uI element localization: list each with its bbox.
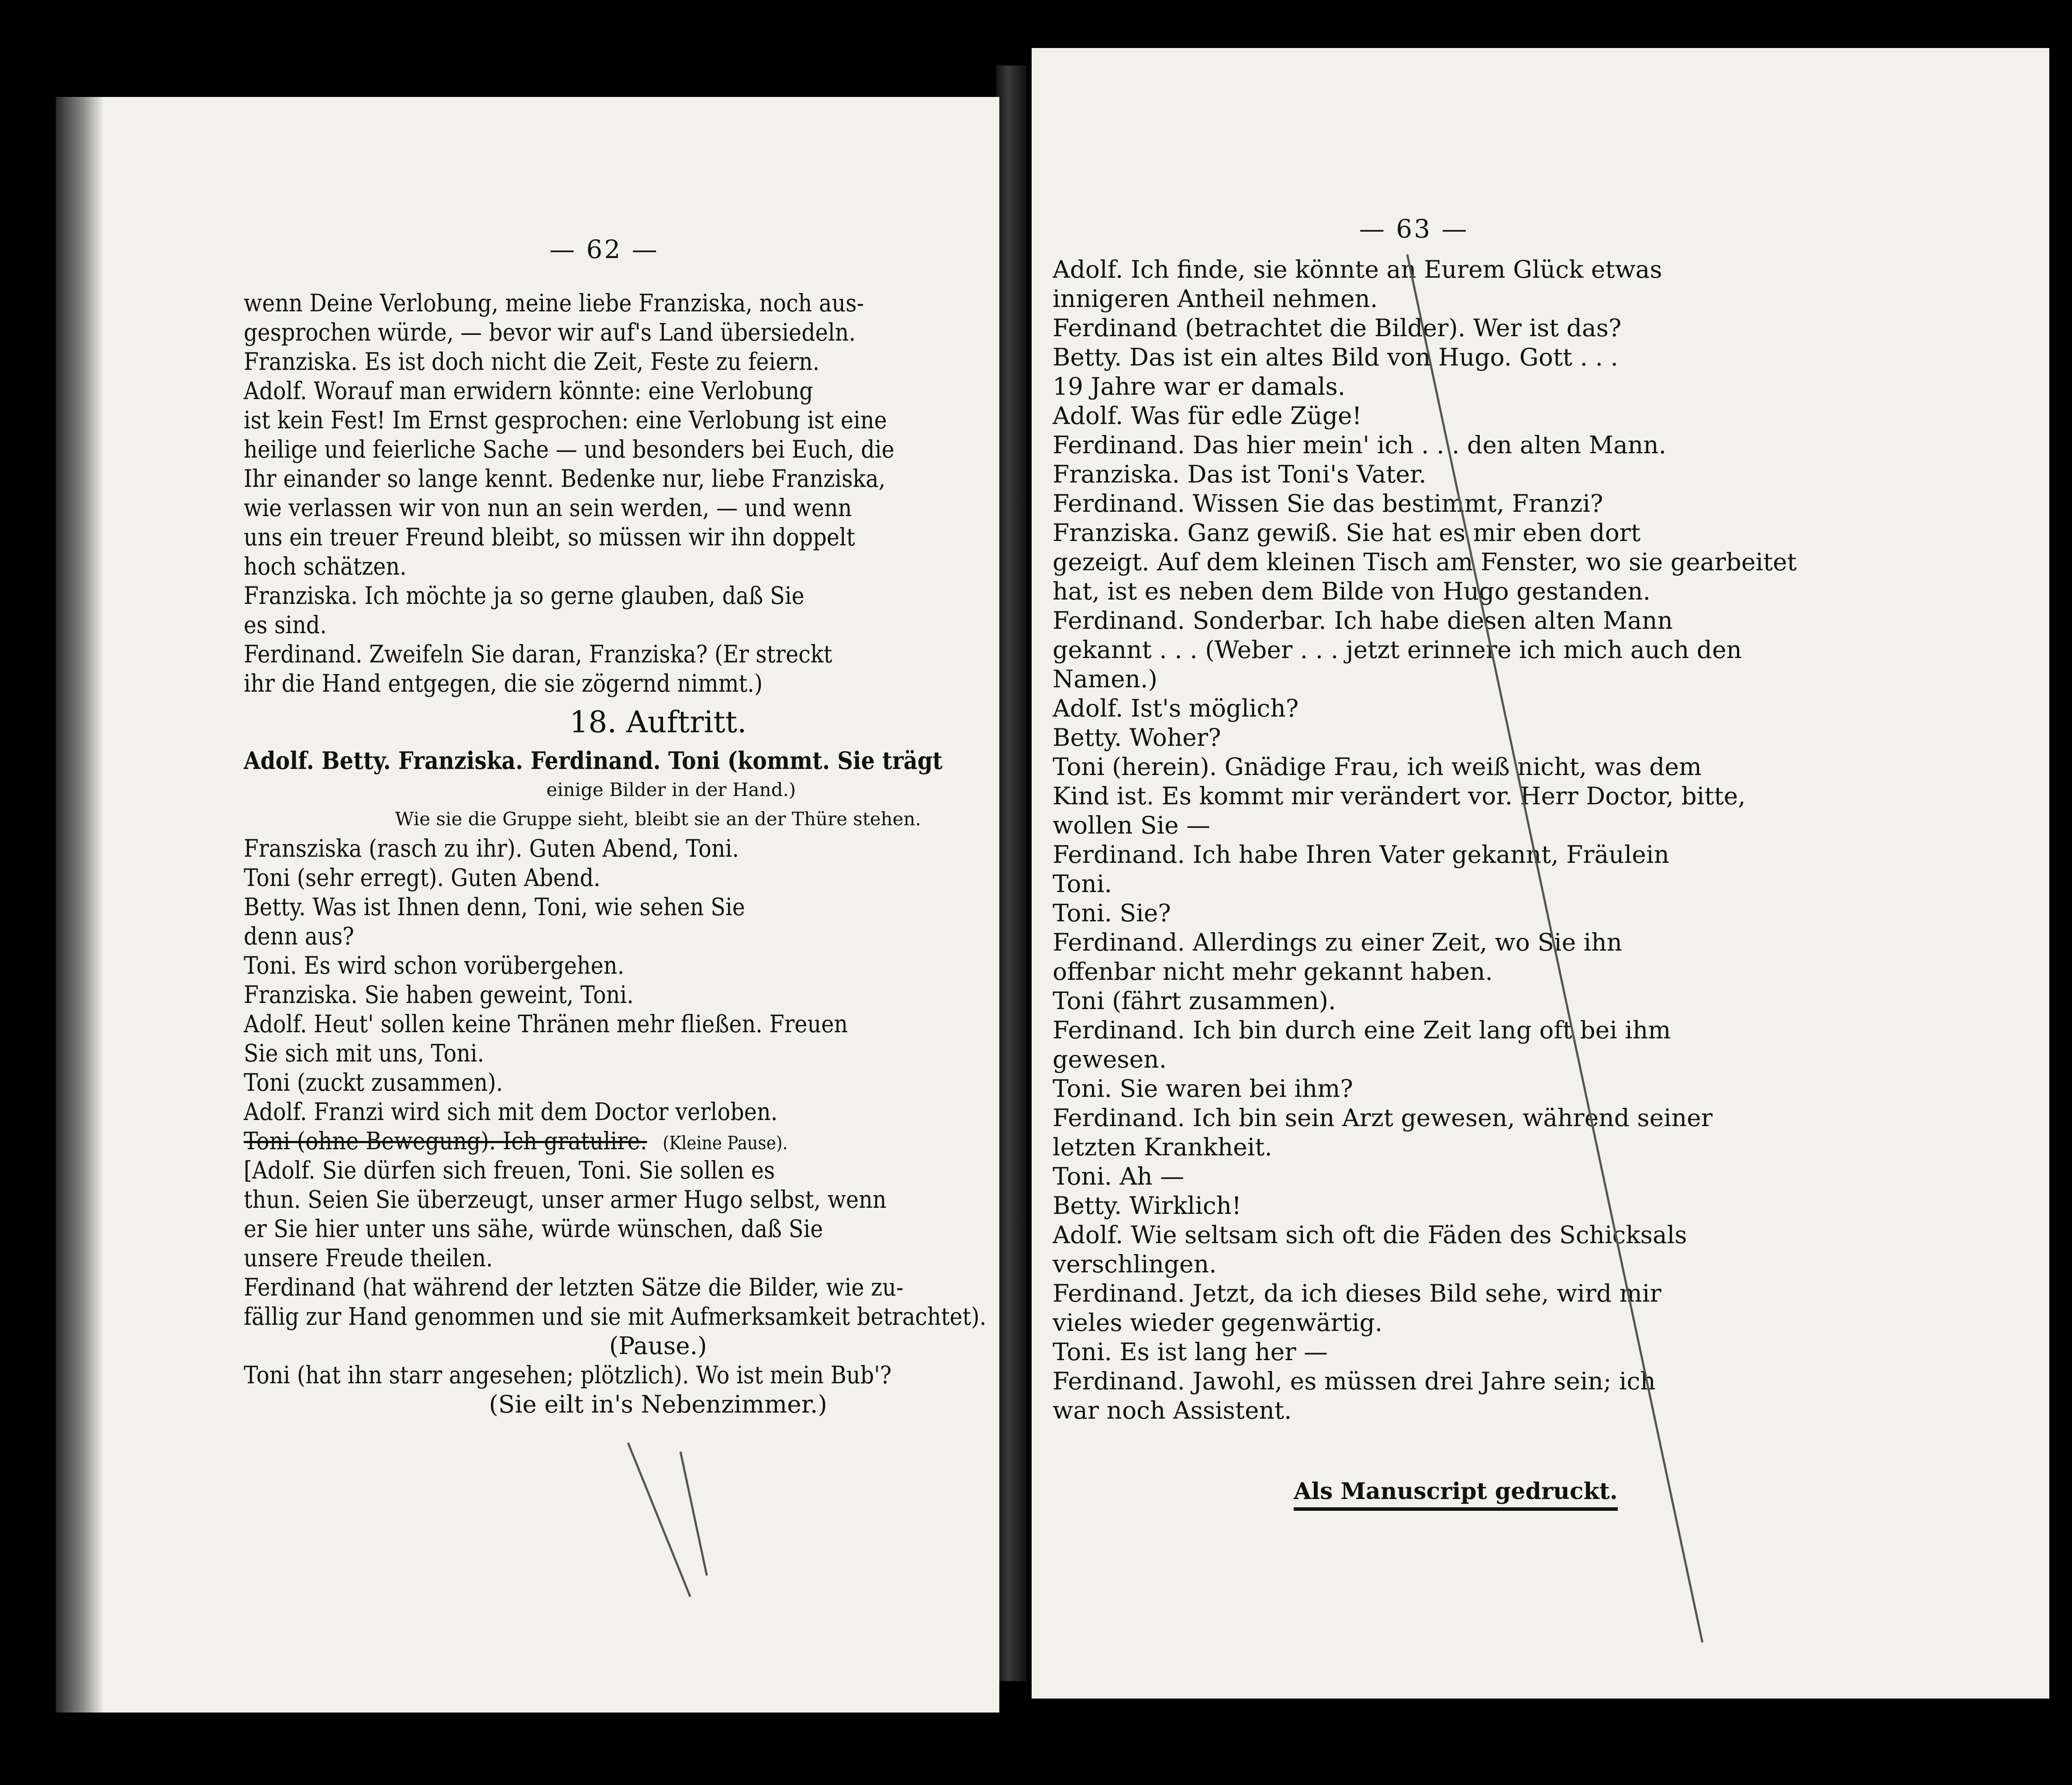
text-line-content: Betty. Woher? [1053, 724, 1221, 751]
text-line [244, 318, 986, 348]
text-line-content: Ferdinand. Ich bin durch eine Zeit lang oft bei ihm [1053, 1016, 1671, 1044]
text-line-content: Kind ist. Es kommt mir verändert vor. Herr Doctor, bitte, [1053, 782, 1746, 810]
left-page-text [244, 289, 999, 1420]
text-line-content: Toni. [1053, 870, 1112, 898]
right-page [1032, 48, 2049, 1699]
text-line-content: Ferdinand. Ich bin sein Arzt gewesen, während seiner [1053, 1104, 1713, 1132]
text-line-content: Toni (herein). Gnädige Frau, ich weiß nicht, was dem [1053, 753, 1702, 781]
text-line [1053, 870, 1797, 899]
right-page-text [1053, 255, 1797, 1426]
text-line [244, 981, 986, 1010]
pencil-mark [627, 1443, 691, 1597]
text-line [244, 1303, 986, 1332]
right-lines [1053, 255, 1797, 1426]
cast-line-continued: einige Bilder in der Hand.) [546, 779, 796, 800]
text-line [1053, 489, 1797, 519]
text-line [244, 1156, 986, 1185]
text-line [1053, 577, 1797, 606]
page-number: — 63 — [1359, 214, 1469, 244]
text-line [244, 1185, 986, 1215]
text-line [244, 1244, 986, 1273]
text-line-content: offenbar nicht mehr gekannt haben. [1053, 958, 1493, 986]
text-line-content: Adolf. Wie seltsam sich oft die Fäden des Schicksals [1053, 1221, 1687, 1249]
text-line [1053, 811, 1797, 841]
text-line-content: gezeigt. Auf dem kleinen Tisch am Fenster, wo sie gearbeitet [1053, 548, 1797, 576]
scene-heading: 18. Auftritt. [569, 705, 747, 740]
text-line-content: Toni. Sie? [1053, 899, 1171, 927]
left-lines [244, 289, 999, 699]
text-line [1053, 753, 1797, 782]
text-line [244, 1361, 986, 1390]
text-line [244, 406, 986, 435]
text-line [244, 834, 986, 864]
text-line-content: Sie sich mit uns, Toni. [244, 1039, 484, 1067]
text-line [244, 289, 986, 318]
text-line-content: Adolf. Ist's möglich? [1053, 694, 1299, 722]
text-line-content: Toni (hat ihn starr angesehen; plötzlich). Wo ist mein Bub'? [244, 1361, 892, 1389]
text-line-content: Franziska. Ganz gewiß. Sie hat es mir eben dort [1053, 519, 1641, 547]
text-line-content: es sind. [244, 611, 327, 639]
text-line-content: Ferdinand. Das hier mein' ich . . . den alten Mann. [1053, 431, 1667, 459]
text-line [1053, 724, 1797, 753]
page-edge-shadow [56, 97, 104, 1713]
cast-line: Adolf. Betty. Franziska. Ferdinand. Toni (kommt. Sie trägt [244, 746, 943, 775]
text-line-content: wenn Deine Verlobung, meine liebe Franziska, noch aus- [244, 289, 864, 317]
text-line [1053, 1338, 1797, 1367]
text-line-content: verschlingen. [1053, 1250, 1217, 1278]
text-line [1053, 928, 1797, 958]
text-line [244, 523, 986, 552]
text-line-content: Ferdinand. Wissen Sie das bestimmt, Franzi? [1053, 489, 1603, 517]
text-line [1053, 1367, 1797, 1396]
text-line-content: Fransziska (rasch zu ihr). Guten Abend, Toni. [244, 834, 739, 862]
text-line-content: Adolf. Heut' sollen keine Thränen mehr fließen. Freuen [244, 1010, 848, 1038]
page-number: — 62 — [549, 234, 659, 264]
text-line [1053, 1045, 1797, 1075]
text-line [1053, 694, 1797, 724]
text-line [1053, 343, 1797, 372]
text-line-content: Toni. Ah — [1053, 1162, 1184, 1190]
text-line [1053, 1396, 1797, 1426]
text-line [244, 552, 986, 582]
text-line [1053, 460, 1797, 489]
text-line [244, 611, 986, 640]
text-line [244, 1068, 986, 1098]
text-line-content: Toni (ohne Bewegung). Ich gratulire. [244, 1127, 647, 1155]
text-line [1053, 1192, 1797, 1221]
text-line [244, 1215, 986, 1244]
text-line [244, 864, 986, 893]
text-line-content: letzten Krankheit. [1053, 1133, 1272, 1161]
text-line [1053, 1162, 1797, 1192]
text-line-content: Franziska. Ich möchte ja so gerne glauben, daß Sie [244, 582, 805, 610]
text-line [1053, 841, 1797, 870]
text-line [1053, 1133, 1797, 1162]
text-line [1053, 899, 1797, 928]
text-line-content: fällig zur Hand genommen und sie mit Aufmerksamkeit betrachtet). [244, 1303, 987, 1330]
text-line [1053, 958, 1797, 987]
text-line-content: Adolf. Ich finde, sie könnte an Eurem Glück etwas [1053, 255, 1662, 283]
text-line-content: uns ein treuer Freund bleibt, so müssen wir ihn doppelt [244, 523, 855, 551]
text-line-content: wollen Sie — [1053, 811, 1211, 839]
text-line-content: thun. Seien Sie überzeugt, unser armer Hugo selbst, wenn [244, 1185, 887, 1213]
text-line-content: Betty. Wirklich! [1053, 1192, 1242, 1220]
text-line-content: Ferdinand. Ich habe Ihren Vater gekannt, Fräulein [1053, 841, 1669, 868]
text-line-content: Betty. Das ist ein altes Bild von Hugo. Gott . . . [1053, 343, 1618, 371]
text-line-content: gekannt . . . (Weber . . . jetzt erinnere ich mich auch den [1053, 636, 1742, 664]
text-line-content: Adolf. Franzi wird sich mit dem Doctor verloben. [244, 1098, 778, 1126]
text-line-content: wie verlassen wir von nun an sein werden, — und wenn [244, 494, 852, 522]
text-line-content: Ferdinand. Jawohl, es müssen drei Jahre sein; ich [1053, 1367, 1656, 1395]
text-line [1053, 1104, 1797, 1133]
text-line-content: 19 Jahre war er damals. [1053, 372, 1346, 400]
text-line-content: vieles wieder gegenwärtig. [1053, 1309, 1383, 1337]
text-line-content: Namen.) [1053, 665, 1157, 693]
text-line-content: (Pause.) [609, 1332, 707, 1360]
text-line [1053, 1016, 1797, 1045]
text-line-content: hoch schätzen. [244, 552, 407, 580]
text-line [244, 1127, 986, 1156]
text-line [1053, 255, 1797, 285]
text-line [244, 951, 986, 981]
text-line [244, 1098, 986, 1127]
text-line [1053, 1250, 1797, 1279]
text-line [244, 1273, 986, 1303]
text-line [244, 1010, 986, 1039]
text-line-content: ist kein Fest! Im Ernst gesprochen: eine Verlobung ist eine [244, 406, 887, 434]
stage-note: (Kleine Pause). [663, 1132, 788, 1154]
text-line [244, 669, 986, 699]
text-line [1053, 782, 1797, 811]
text-line-content: war noch Assistent. [1053, 1396, 1292, 1424]
text-line-content: Franziska. Sie haben geweint, Toni. [244, 981, 634, 1009]
text-line [1053, 519, 1797, 548]
text-line [1053, 372, 1797, 402]
text-line-content: Adolf. Worauf man erwidern könnte: eine Verlobung [244, 377, 813, 405]
text-line-content: Toni. Es wird schon vorübergehen. [244, 951, 625, 979]
text-line [244, 348, 986, 377]
text-line-content: denn aus? [244, 922, 354, 950]
text-line [1053, 987, 1797, 1016]
text-line-content: Toni (sehr erregt). Guten Abend. [244, 864, 601, 892]
text-line-content: Ihr einander so lange kennt. Bedenke nur, liebe Franziska, [244, 465, 886, 493]
text-line-content: Toni (fährt zusammen). [1053, 987, 1336, 1015]
book-spine [996, 65, 1026, 1681]
text-line-content: Ferdinand. Zweifeln Sie daran, Franziska? (Er streckt [244, 640, 832, 668]
text-line [1053, 1221, 1797, 1250]
text-line [1053, 606, 1797, 636]
text-line [1053, 285, 1797, 314]
text-line-content: Ferdinand (hat während der letzten Sätze die Bilder, wie zu- [244, 1273, 904, 1301]
text-line-content: Ferdinand. Sonderbar. Ich habe diesen alten Mann [1053, 606, 1673, 634]
text-line-content: [Adolf. Sie dürfen sich freuen, Toni. Sie sollen es [244, 1156, 775, 1184]
text-line [244, 1332, 999, 1361]
text-line [1053, 431, 1797, 460]
text-line [244, 465, 986, 494]
text-line [1053, 636, 1797, 665]
text-line [244, 1039, 986, 1068]
text-line-content: gewesen. [1053, 1045, 1167, 1073]
text-line-content: unsere Freude theilen. [244, 1244, 493, 1272]
text-line [244, 640, 986, 669]
text-line-content: ihr die Hand entgegen, die sie zögernd nimmt.) [244, 669, 763, 697]
imprint-note: Als Manuscript gedruckt. [1294, 1478, 1618, 1511]
text-line [1053, 665, 1797, 694]
text-line-content: Ferdinand. Jetzt, da ich dieses Bild sehe, wird mir [1053, 1279, 1661, 1307]
text-line-content: gesprochen würde, — bevor wir auf's Land übersiedeln. [244, 318, 856, 346]
text-line [244, 893, 986, 922]
left-page [56, 97, 999, 1713]
text-line-content: Franziska. Das ist Toni's Vater. [1053, 460, 1426, 488]
text-line-content: Adolf. Was für edle Züge! [1053, 402, 1362, 430]
text-line-content: heilige und feierliche Sache — und besonders bei Euch, die [244, 435, 894, 463]
text-line-content: Franziska. Es ist doch nicht die Zeit, Feste zu feiern. [244, 348, 820, 376]
text-line-content: innigeren Antheil nehmen. [1053, 285, 1378, 313]
text-line [244, 494, 986, 523]
text-line-content: (Sie eilt in's Nebenzimmer.) [489, 1390, 827, 1418]
text-line-content: Toni. Es ist lang her — [1053, 1338, 1328, 1366]
text-line [244, 377, 986, 406]
text-line-content: Betty. Was ist Ihnen denn, Toni, wie sehen Sie [244, 893, 745, 921]
text-line-content: hat, ist es neben dem Bilde von Hugo gestanden. [1053, 577, 1651, 605]
text-line [244, 922, 986, 951]
text-line [244, 1390, 999, 1420]
text-line-content: er Sie hier unter uns sähe, würde wünschen, daß Sie [244, 1215, 823, 1243]
text-line [1053, 402, 1797, 431]
pencil-mark [680, 1451, 708, 1576]
text-line-content: Ferdinand (betrachtet die Bilder). Wer ist das? [1053, 314, 1622, 342]
text-line [1053, 1075, 1797, 1104]
text-line-content: Toni (zuckt zusammen). [244, 1068, 503, 1096]
left-dialogue [244, 834, 999, 1420]
text-line [244, 435, 986, 465]
text-line-content: Ferdinand. Allerdings zu einer Zeit, wo Sie ihn [1053, 928, 1623, 956]
text-line-content: Toni. Sie waren bei ihm? [1053, 1075, 1353, 1103]
text-line [1053, 1279, 1797, 1309]
text-line [1053, 548, 1797, 577]
text-line [244, 582, 986, 611]
text-line [1053, 1309, 1797, 1338]
stage-direction: Wie sie die Gruppe sieht, bleibt sie an der Thüre stehen. [395, 808, 921, 830]
